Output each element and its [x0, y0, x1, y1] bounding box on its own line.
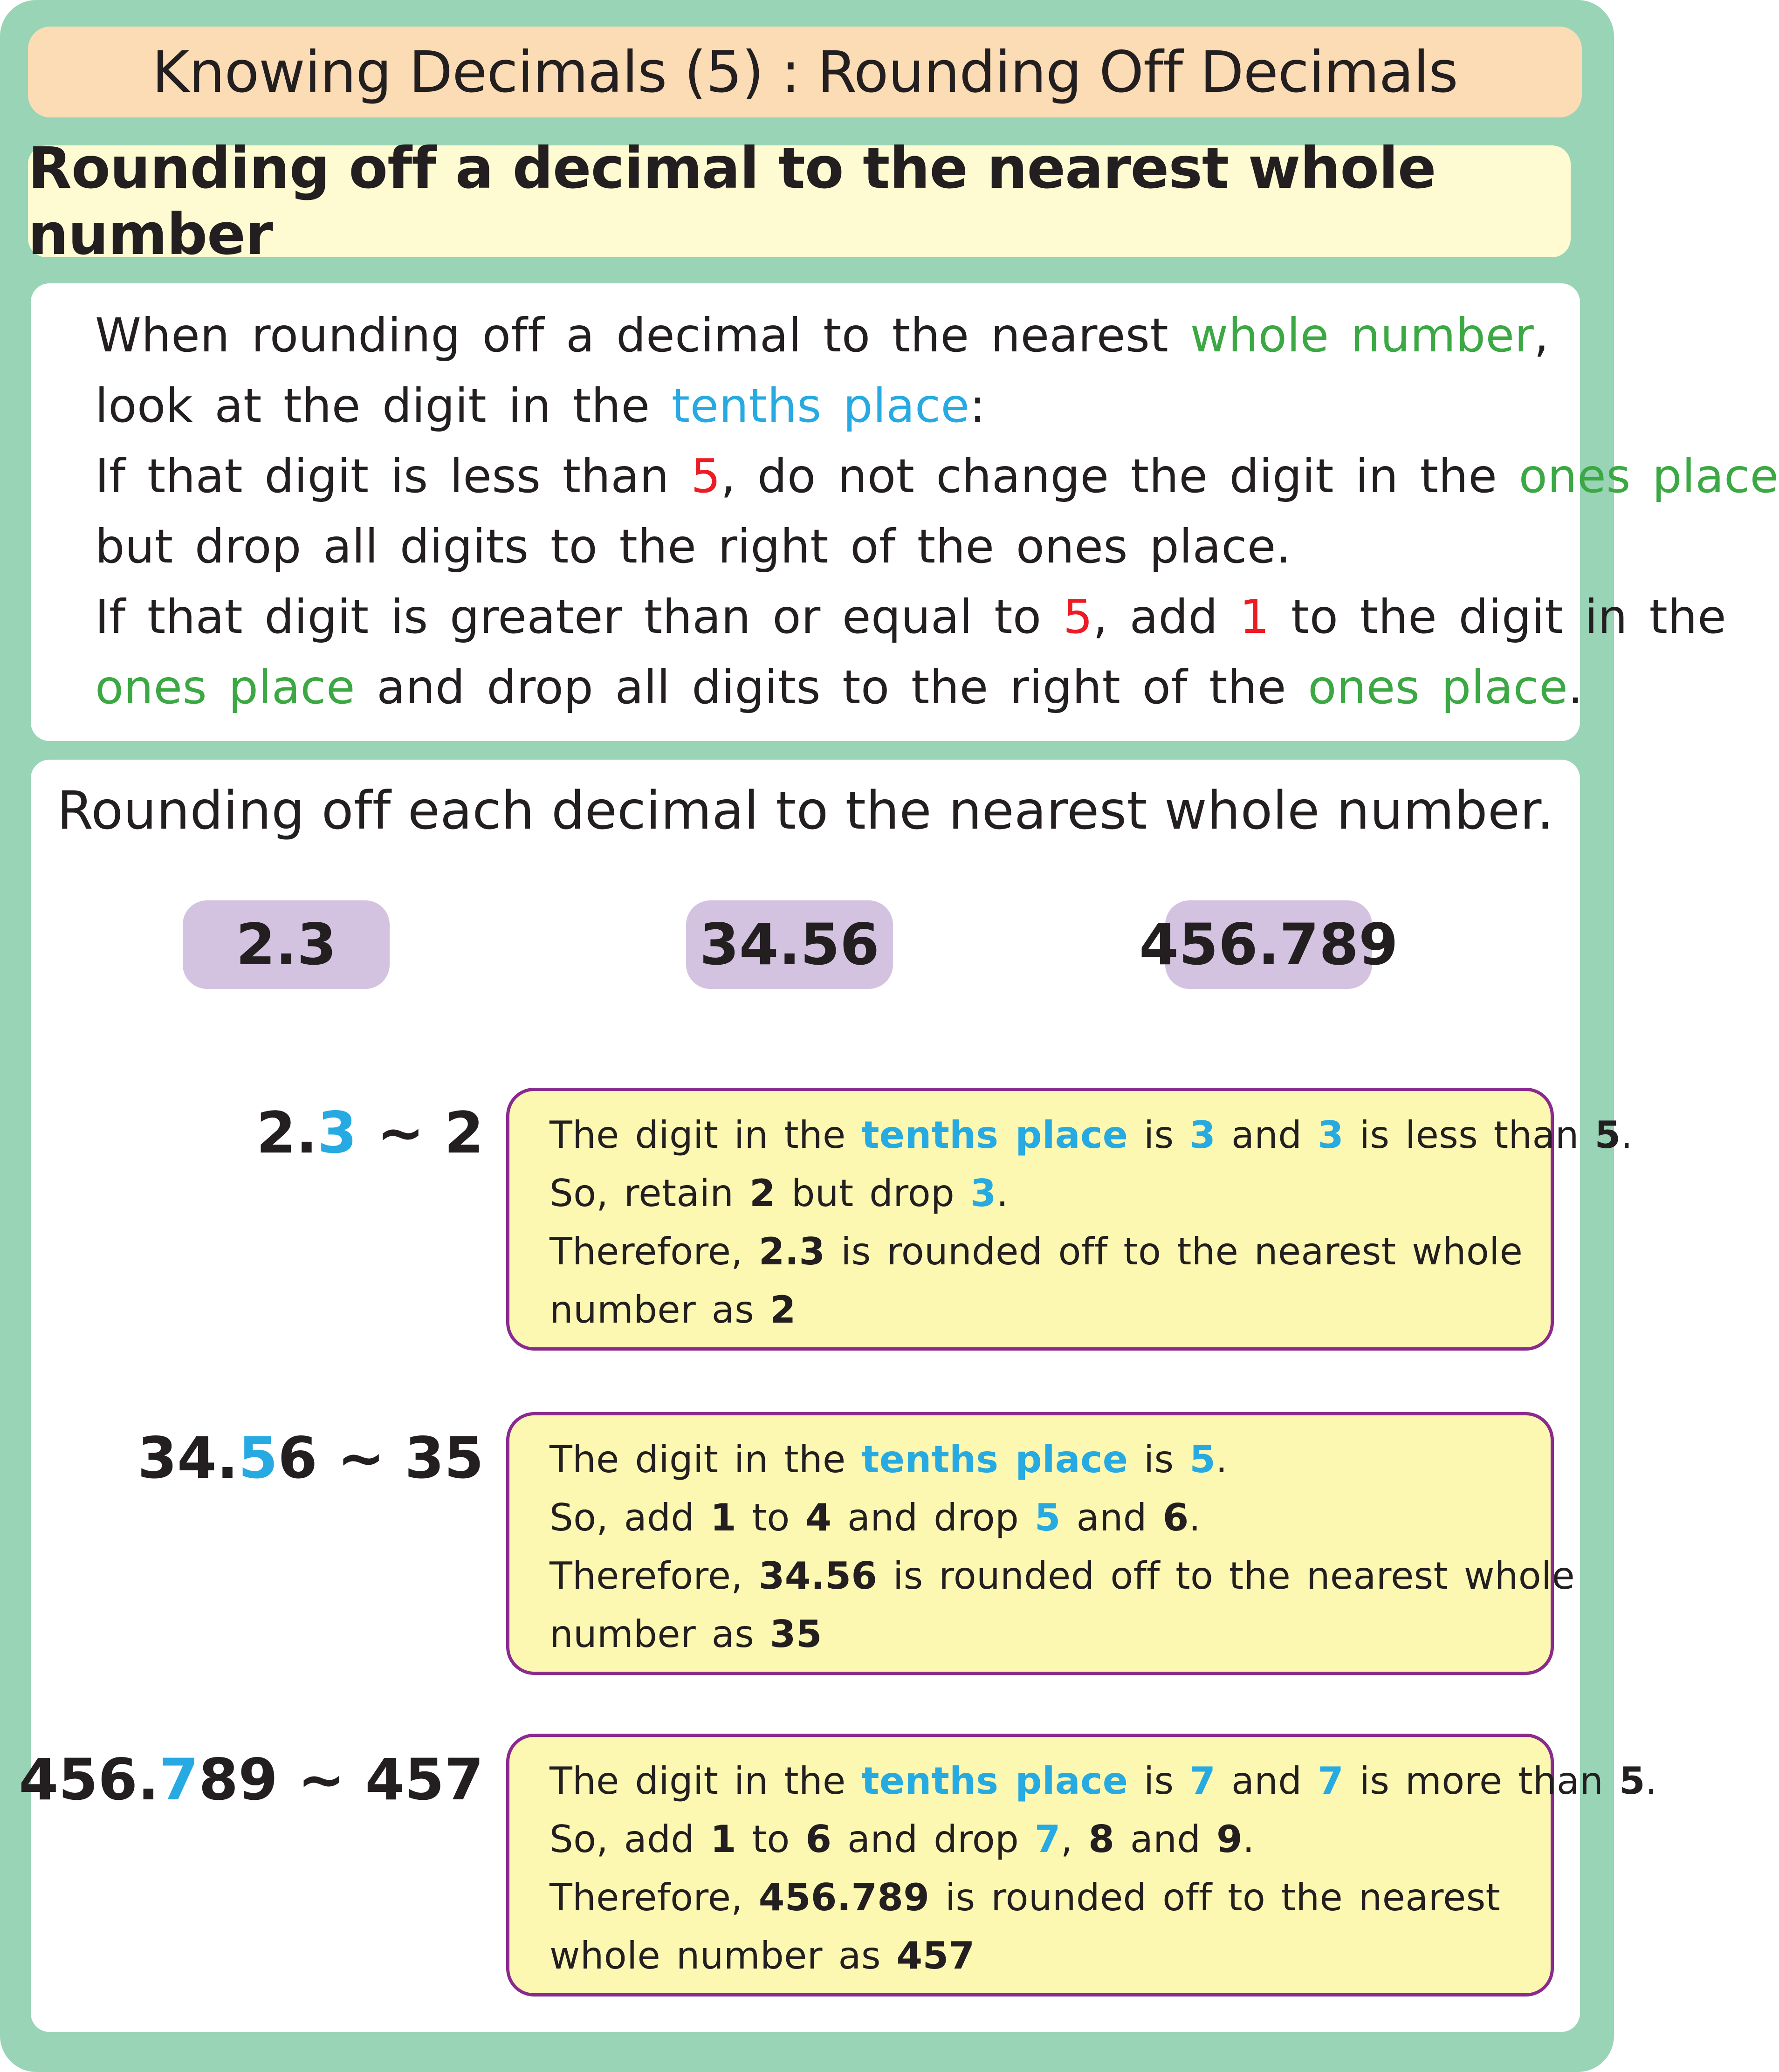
- rule-text-span: When rounding off a decimal to the nearest: [95, 308, 1190, 363]
- examples-intro: Rounding off each decimal to the nearest whole number.: [57, 781, 1554, 841]
- text: is: [1128, 1113, 1190, 1157]
- text: and: [1060, 1496, 1163, 1539]
- equation-part: 6 ~ 35: [278, 1425, 484, 1491]
- text: but drop: [775, 1172, 970, 1215]
- text: Therefore,: [549, 1230, 759, 1273]
- number: 5: [1034, 1496, 1061, 1539]
- explanation-line: [549, 1281, 1523, 1339]
- text: number as: [549, 1612, 770, 1656]
- explanation-line: [549, 1927, 1523, 1985]
- text: .: [1188, 1496, 1201, 1539]
- rule-text-span: and drop all digits to the right of the: [355, 660, 1308, 714]
- rule-text-span: look at the digit in the: [95, 378, 672, 433]
- rule-text-span: ,: [1534, 308, 1549, 363]
- number: 6: [1162, 1496, 1189, 1539]
- keyword-tenths-place: tenths place: [861, 1113, 1128, 1157]
- rounding-equation: [18, 1747, 484, 1813]
- rule-panel: [31, 283, 1779, 741]
- number: 5: [1189, 1438, 1216, 1481]
- rounding-equation: [18, 1425, 484, 1491]
- text: .: [1621, 1113, 1633, 1157]
- text: is more than: [1344, 1759, 1619, 1803]
- equation-part: 34.: [137, 1425, 239, 1491]
- number: 2: [769, 1288, 796, 1331]
- rule-line-2: [95, 370, 1552, 441]
- rule-line-4: [95, 511, 1552, 582]
- text: is rounded off to the nearest whole: [877, 1554, 1575, 1598]
- examples-panel: [19, 760, 1657, 2032]
- explanation-line: [549, 1164, 1523, 1222]
- number: 2.3: [758, 1230, 825, 1273]
- rule-line-1: [95, 300, 1552, 370]
- number: 5: [1619, 1759, 1645, 1803]
- text: .: [996, 1172, 1009, 1215]
- explanation-line: [549, 1605, 1523, 1663]
- section-subtitle: [28, 135, 1571, 268]
- number-one: 1: [1239, 590, 1270, 644]
- rule-line-5: [95, 582, 1727, 652]
- keyword-ones-place: ones place: [1308, 660, 1568, 714]
- text: Therefore,: [549, 1876, 759, 1919]
- rule-text-span: , add: [1093, 590, 1240, 644]
- tenths-digit: 3: [317, 1100, 357, 1166]
- text: is less than: [1344, 1113, 1595, 1157]
- explanation-line: [549, 1547, 1575, 1605]
- page-title: [28, 27, 1582, 117]
- section-subtitle-text: Rounding off a decimal to the nearest whole number: [28, 135, 1436, 268]
- number-pill: 456.789: [1165, 900, 1372, 989]
- text: and: [1114, 1818, 1217, 1861]
- rounding-equation: [18, 1100, 484, 1166]
- text: .: [1645, 1759, 1657, 1803]
- rule-line-6: [95, 652, 1583, 722]
- tenths-digit: 7: [159, 1747, 199, 1813]
- number: 5: [1594, 1113, 1621, 1157]
- number-pill: 2.3: [183, 900, 390, 989]
- number-five: 5: [1063, 590, 1093, 644]
- text: and: [1216, 1759, 1318, 1803]
- number: 7: [1034, 1818, 1061, 1861]
- rule-text: [95, 300, 1779, 722]
- text: ,: [1060, 1818, 1089, 1861]
- page-title-text: Knowing Decimals (5) : Rounding Off Decimals: [152, 39, 1458, 105]
- rule-text-span: , do not change the digit in the: [721, 449, 1519, 503]
- text: and: [1216, 1113, 1318, 1157]
- explanation-box: [506, 1412, 1575, 1675]
- explanation-box: [506, 1734, 1657, 1997]
- rule-text-span: .: [1568, 660, 1583, 714]
- text: is rounded off to the nearest whole: [825, 1230, 1523, 1273]
- explanation-line: [549, 1106, 1633, 1164]
- text: .: [1243, 1818, 1255, 1861]
- number: 457: [896, 1934, 975, 1977]
- keyword-tenths-place: tenths place: [671, 378, 970, 433]
- text: So, retain: [549, 1172, 749, 1215]
- number: 4: [805, 1496, 832, 1539]
- number: 1: [710, 1496, 736, 1539]
- number-pill: 34.56: [686, 900, 893, 989]
- rule-text-span: If that digit is less than: [95, 449, 691, 503]
- number-five: 5: [691, 449, 721, 503]
- equation-part: 89 ~ 457: [199, 1747, 484, 1813]
- explanation-line: [549, 1489, 1523, 1547]
- rule-text-span: to the digit in the: [1269, 590, 1727, 644]
- number: 1: [710, 1818, 736, 1861]
- explanation-line: [549, 1752, 1657, 1810]
- text: to: [736, 1818, 806, 1861]
- text: The digit in the: [549, 1759, 862, 1803]
- keyword-ones-place: ones place: [95, 660, 356, 714]
- keyword-ones-place: ones place: [1518, 449, 1779, 503]
- equation-part: 456.: [19, 1747, 159, 1813]
- number: 3: [1318, 1113, 1344, 1157]
- text: is rounded off to the nearest: [929, 1876, 1501, 1919]
- number: 8: [1088, 1818, 1115, 1861]
- number: 9: [1216, 1818, 1243, 1861]
- explanation-box: [506, 1088, 1633, 1351]
- text: and drop: [831, 1496, 1035, 1539]
- number: 456.789: [758, 1876, 930, 1919]
- number: 2: [749, 1172, 776, 1215]
- text: is: [1128, 1759, 1190, 1803]
- number: 34.56: [758, 1554, 878, 1598]
- tenths-digit: 5: [238, 1425, 278, 1491]
- text: The digit in the: [549, 1438, 862, 1481]
- text: to: [736, 1496, 806, 1539]
- equation-part: 2.: [256, 1100, 318, 1166]
- number: 3: [970, 1172, 996, 1215]
- number: 7: [1189, 1759, 1216, 1803]
- rule-line-3: [95, 441, 1779, 511]
- keyword-tenths-place: tenths place: [861, 1759, 1128, 1803]
- explanation-line: [549, 1430, 1523, 1489]
- text: number as: [549, 1288, 770, 1331]
- rule-text-span: :: [969, 378, 986, 433]
- keyword-whole-number: whole number: [1190, 308, 1534, 363]
- text: is: [1128, 1438, 1190, 1481]
- explanation-line: [549, 1222, 1523, 1281]
- equation-part: ~ 2: [357, 1100, 484, 1166]
- number: 7: [1318, 1759, 1344, 1803]
- text: and drop: [831, 1818, 1035, 1861]
- text: So, add: [549, 1818, 711, 1861]
- rule-text-span: If that digit is greater than or equal to: [95, 590, 1063, 644]
- explanation-line: [549, 1868, 1523, 1927]
- text: So, add: [549, 1496, 711, 1539]
- text: whole number as: [549, 1934, 897, 1977]
- rule-text-span: but drop all digits to the right of the ones place.: [95, 519, 1291, 574]
- text: The digit in the: [549, 1113, 862, 1157]
- keyword-tenths-place: tenths place: [861, 1438, 1128, 1481]
- number: 3: [1189, 1113, 1216, 1157]
- number: 35: [769, 1612, 822, 1656]
- text: Therefore,: [549, 1554, 759, 1598]
- explanation-line: [549, 1810, 1523, 1868]
- text: .: [1216, 1438, 1228, 1481]
- number: 6: [805, 1818, 832, 1861]
